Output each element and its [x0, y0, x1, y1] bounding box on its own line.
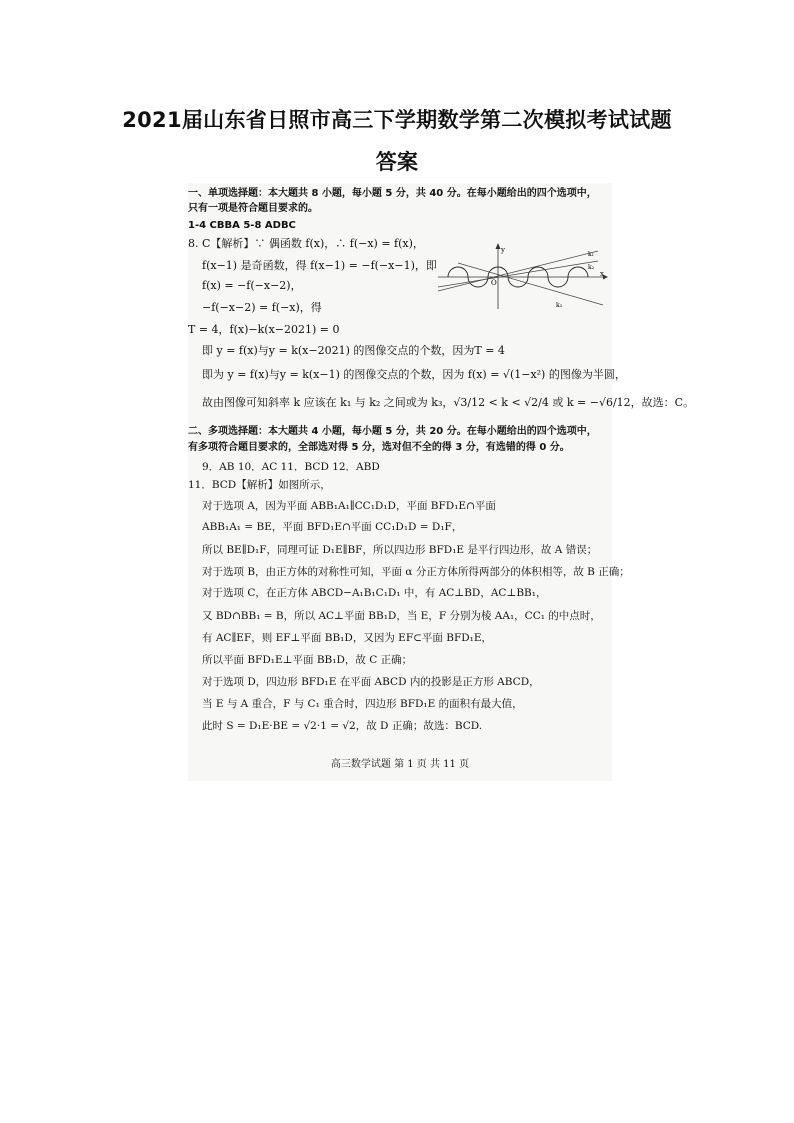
- q11-line-8: 有 AC∥EF，则 EF⊥平面 BB₁D，又因为 EF⊂平面 BFD₁E，: [202, 632, 493, 644]
- q8-line-3: f(x) = −f(−x−2)，: [202, 279, 302, 292]
- k3-label: k₃: [556, 302, 563, 309]
- section2-heading-1: 二、多项选择题：本大题共 4 小题，每小题 5 分，共 20 分。在每小题给出的四个选项中，: [188, 426, 597, 437]
- q8-line-5: T = 4，f(x)−k(x−2021) = 0: [188, 323, 340, 336]
- q8-line-8: 故由图像可知斜率 k 应该在 k₁ 与 k₂ 之间或为 k₃，√3/12 < k < √2/4 或 k = −√6/12，故选：C。: [202, 396, 695, 409]
- q8-line-4: −f(−x−2) = f(−x)，得: [202, 301, 322, 314]
- q8-line-1: 8. C【解析】∵ 偶函数 f(x)，∴ f(−x) = f(x)，: [188, 237, 424, 250]
- scanned-page: [188, 183, 695, 781]
- q11-line-3: ABB₁A₁ = BE，平面 BFD₁E∩平面 CC₁D₁D = D₁F，: [202, 521, 463, 533]
- section2-heading-2: 有多项符合题目要求的，全部选对得 5 分，选对但不全的得 3 分，有选错的得 0 分。: [188, 442, 570, 453]
- q8-line-2: f(x−1) 是奇函数，得 f(x−1) = −f(−x−1)，即: [202, 259, 437, 272]
- q11-line-5: 对于选项 B，由正方体的对称性可知，平面 α 分正方体所得两部分的体积相等，故 B 正确；: [202, 566, 630, 578]
- q11-line-11: 当 E 与 A 重合，F 与 C₁ 重合时，四边形 BFD₁E 的面积有最大值，: [202, 698, 523, 710]
- line-k1: [438, 261, 598, 287]
- q11-line-12: 此时 S = D₁E·BE = √2·1 = √2，故 D 正确；故选：BCD.: [202, 720, 483, 732]
- line-k3: [458, 263, 603, 305]
- k2-label: k₂: [588, 264, 595, 271]
- document-subtitle: 答案: [375, 150, 419, 174]
- q11-line-2: 对于选项 A，因为平面 ABB₁A₁∥CC₁D₁D，平面 BFD₁E∩平面: [202, 500, 496, 512]
- section1-heading-1: 一、单项选择题：本大题共 8 小题，每小题 5 分，共 40 分。在每小题给出的四个选项中，: [188, 188, 597, 199]
- q11-line-9: 所以平面 BFD₁E⊥平面 BB₁D，故 C 正确；: [202, 654, 413, 666]
- q11-line-6: 对于选项 C，在正方体 ABCD−A₁B₁C₁D₁ 中，有 AC⊥BD，AC⊥BB₁，: [202, 587, 547, 599]
- q8-line-6: 即 y = f(x)与y = k(x−2021) 的图像交点的个数，因为T = 4: [202, 344, 505, 357]
- axis-x-label: x: [600, 270, 604, 278]
- y-axis-arrow: [496, 243, 501, 249]
- section2-answers: 9．AB 10．AC 11．BCD 12．ABD: [202, 461, 380, 473]
- k1-label: k₁: [588, 251, 595, 258]
- q11-line-4: 所以 BE∥D₁F，同理可证 D₁E∥BF，所以四边形 BFD₁E 是平行四边形，故 A 错误；: [202, 544, 598, 556]
- section1-answers: 1-4 CBBA 5-8 ADBC: [188, 220, 296, 231]
- origin-label: O: [491, 279, 497, 287]
- axis-y-label: y: [501, 246, 505, 254]
- q11-line-10: 对于选项 D，四边形 BFD₁E 在平面 ABCD 内的投影是正方形 ABCD，: [202, 676, 540, 688]
- page-footer: 高三数学试题 第 1 页 共 11 页: [330, 759, 470, 770]
- q11-line-1: 11．BCD【解析】如图所示，: [188, 479, 331, 491]
- document-title: 2021届山东省日照市高三下学期数学第二次模拟考试试题: [122, 108, 672, 132]
- intersection-graph: [438, 243, 608, 311]
- line-k2: [438, 251, 598, 291]
- section1-heading-2: 只有一项是符合题目要求的。: [188, 203, 318, 214]
- q11-line-7: 又 BD∩BB₁ = B，所以 AC⊥平面 BB₁D，当 E，F 分别为棱 AA₁，CC₁ 的中点时，: [202, 610, 601, 622]
- q8-line-7: 即为 y = f(x)与y = k(x−1) 的图像交点的个数，因为 f(x) = √(1−x²) 的图像为半圆，: [202, 368, 626, 381]
